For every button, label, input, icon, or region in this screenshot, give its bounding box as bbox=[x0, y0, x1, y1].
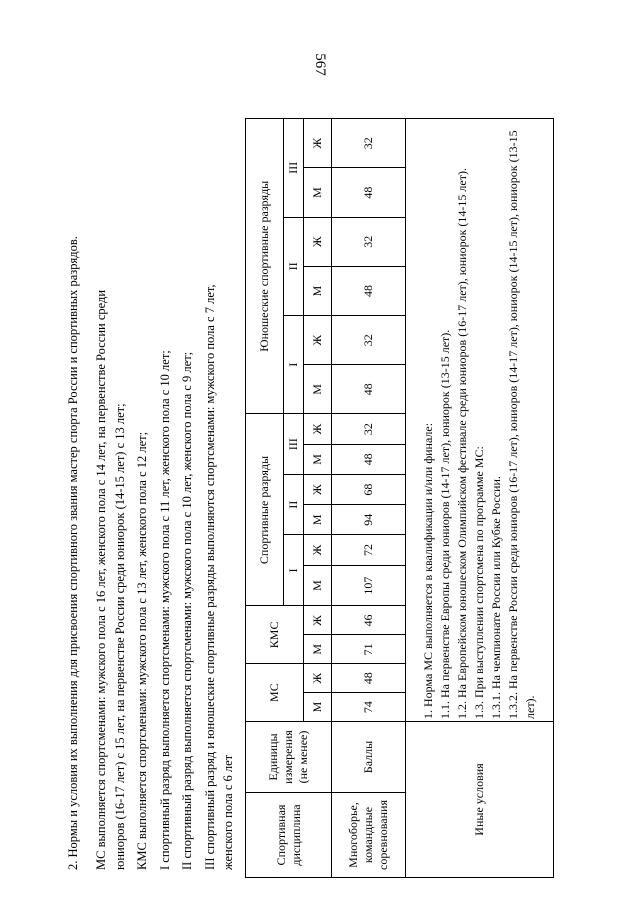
header-sport-ranks: Спортивные разряды bbox=[246, 414, 284, 606]
header-m: М bbox=[304, 266, 332, 315]
cell-youth2-zh: 32 bbox=[332, 217, 406, 266]
header-m: М bbox=[304, 444, 332, 474]
header-youth-rank-iii: III bbox=[284, 119, 304, 218]
header-youth-rank-i: I bbox=[284, 316, 304, 414]
norms-table bbox=[245, 118, 554, 878]
header-m: М bbox=[304, 565, 332, 606]
rotated-page-content bbox=[60, 118, 570, 878]
header-zh: Ж bbox=[304, 474, 332, 504]
header-sport-rank-iii: III bbox=[284, 414, 304, 474]
header-zh: Ж bbox=[304, 606, 332, 635]
intro-ms: МС выполняется спортсменами: мужского пола с 16 лет, женского пола с 14 лет, на первенстве России среди юниоров (16-17 лет) с 15 лет, на первенстве России среди юниорок (14-15 лет) с 13 лет; bbox=[94, 289, 127, 870]
condition-line: 1. Норма МС выполняется в квалификации и/или финале: bbox=[421, 422, 435, 719]
header-m: М bbox=[304, 635, 332, 664]
condition-line: 1.3. При выступлении спортсмена по программе МС: bbox=[472, 446, 486, 719]
cell-rank1-zh: 72 bbox=[332, 535, 406, 565]
header-m: М bbox=[304, 693, 332, 722]
cell-youth3-zh: 32 bbox=[332, 119, 406, 168]
header-ms: МС bbox=[246, 664, 304, 722]
header-sport-rank-i: I bbox=[284, 535, 304, 606]
condition-line: 1.1. На первенстве Европы среди юниоров (14-17 лет), юниорок (13-15 лет). bbox=[438, 329, 452, 719]
header-zh: Ж bbox=[304, 316, 332, 365]
cell-ms-m: 74 bbox=[332, 693, 406, 722]
cell-youth1-m: 48 bbox=[332, 365, 406, 414]
cell-youth2-m: 48 bbox=[332, 266, 406, 315]
header-zh: Ж bbox=[304, 119, 332, 168]
header-units: Единицы измерения (не менее) bbox=[246, 722, 332, 793]
header-kms: КМС bbox=[246, 606, 304, 664]
header-m: М bbox=[304, 505, 332, 535]
table-row bbox=[332, 119, 406, 878]
intro-conditions bbox=[92, 270, 242, 870]
header-m: М bbox=[304, 365, 332, 414]
cell-youth3-m: 48 bbox=[332, 168, 406, 217]
cell-rank2-zh: 68 bbox=[332, 474, 406, 504]
condition-line: 1.3.2. На первенстве России среди юниоров (16-17 лет), юниоров (14-17 лет), юниорок (14-15 лет), юниорок (13-15 лет). bbox=[506, 130, 537, 719]
cell-ms-zh: 48 bbox=[332, 664, 406, 693]
cell-other-conditions bbox=[406, 119, 554, 722]
cell-kms-zh: 46 bbox=[332, 606, 406, 635]
cell-rank3-m: 48 bbox=[332, 444, 406, 474]
condition-line: 1.2. На Европейском юношеском Олимпийском фестивале среди юниоров (16-17 лет), юниорок (14-15 лет). bbox=[455, 168, 469, 719]
page-number: 567 bbox=[311, 53, 328, 76]
header-sport-rank-ii: II bbox=[284, 474, 304, 534]
header-zh: Ж bbox=[304, 414, 332, 444]
header-zh: Ж bbox=[304, 664, 332, 693]
intro-kms: КМС выполняется спортсменами: мужского пола с 13 лет, женского пола с 12 лет; bbox=[135, 431, 149, 870]
cell-rank1-m: 107 bbox=[332, 565, 406, 606]
cell-kms-m: 71 bbox=[332, 635, 406, 664]
header-discipline: Спортивная дисциплина bbox=[246, 793, 332, 878]
header-zh: Ж bbox=[304, 535, 332, 565]
cell-rank2-m: 94 bbox=[332, 505, 406, 535]
cell-units: Баллы bbox=[332, 722, 406, 793]
header-zh: Ж bbox=[304, 217, 332, 266]
condition-line: 1.3.1. На чемпионате России или Кубке России. bbox=[489, 476, 503, 719]
header-youth-ranks: Юношеские спортивные разряды bbox=[246, 119, 284, 415]
cell-other-conditions-label: Иные условия bbox=[406, 722, 554, 878]
cell-rank3-zh: 32 bbox=[332, 414, 406, 444]
table-row-other-conditions bbox=[406, 119, 554, 878]
cell-youth1-zh: 32 bbox=[332, 316, 406, 365]
header-m: М bbox=[304, 168, 332, 217]
cell-discipline: Многоборье, командные соревнования bbox=[332, 793, 406, 878]
intro-rank-3: III спортивный разряд и юношеские спортивные разряды выполняются спортсменами: мужского пола с 7 лет, женского пола с 6 лет bbox=[202, 284, 235, 870]
intro-rank-1: I спортивный разряд выполняется спортсменами: мужского пола с 11 лет, женского пола с 10 лет; bbox=[157, 350, 172, 870]
section-heading: 2. Нормы и условия их выполнения для присвоения спортивного звания мастер спорта России и спортивных разрядов. bbox=[66, 236, 80, 870]
intro-rank-2: II спортивный разряд выполняется спортсменами: мужского пола с 10 лет, женского пола с 9 лет; bbox=[180, 351, 194, 870]
header-youth-rank-ii: II bbox=[284, 217, 304, 315]
